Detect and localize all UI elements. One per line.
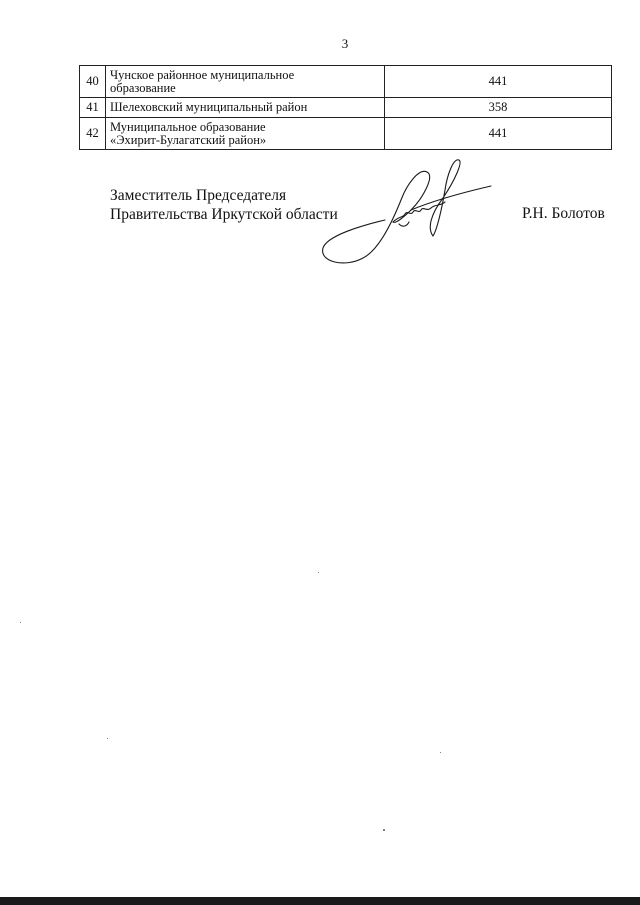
signer-position-line1: Заместитель Председателя (110, 187, 287, 204)
scan-speck (107, 738, 108, 739)
table-row (80, 98, 612, 118)
handwritten-signature (315, 158, 495, 270)
allocation-table (79, 65, 612, 150)
signer-name: Р.Н. Болотов (522, 205, 605, 222)
table-row (80, 66, 612, 98)
scan-speck (440, 752, 441, 753)
row-value: 441 (385, 66, 612, 98)
row-number: 41 (80, 98, 106, 118)
signer-position-line2: Правительства Иркутской области (110, 206, 338, 223)
scan-speck (318, 572, 319, 573)
municipality-name: Шелеховский муниципальный район (106, 98, 385, 118)
row-value: 358 (385, 98, 612, 118)
scan-speck (20, 622, 21, 623)
page-number: 3 (341, 36, 349, 51)
municipality-name: Чунское районное муниципальное образование (106, 66, 385, 98)
signer-position (110, 186, 338, 224)
row-number: 42 (80, 118, 106, 150)
scan-bottom-edge (0, 897, 640, 905)
municipality-name: Муниципальное образование «Эхирит-Булагатский район» (106, 118, 385, 150)
table-row (80, 118, 612, 150)
row-number: 40 (80, 66, 106, 98)
scan-speck (383, 829, 385, 831)
row-value: 441 (385, 118, 612, 150)
